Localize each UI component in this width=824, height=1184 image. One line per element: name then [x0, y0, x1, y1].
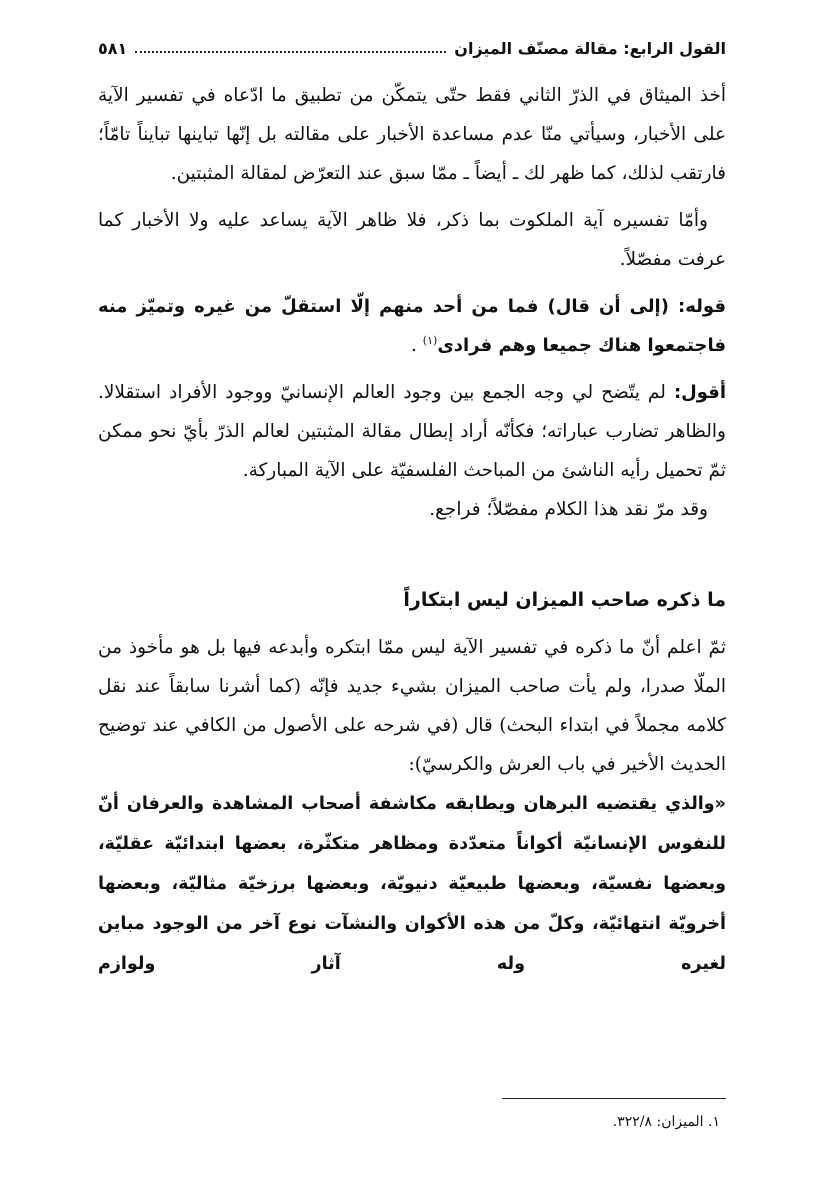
footnote-reference: (١) — [422, 333, 438, 347]
paragraph-5: وقد مرّ نقد هذا الكلام مفصّلاً؛ فراجع. — [429, 499, 708, 520]
paragraph-2: وأمّا تفسيره آية الملكوت بما ذكر، فلا ظاهر الآية يساعد عليه ولا الأخبار كما عرفت مفصّلاً. — [98, 210, 726, 270]
answer-lead: أقول: — [673, 382, 726, 403]
running-header — [98, 34, 726, 62]
paragraph-quoted-statement — [98, 287, 726, 365]
footnote-divider — [502, 1098, 726, 1099]
main-text — [98, 76, 726, 984]
block-quote: «والذي يقتضيه البرهان ويطابقه مكاشفة أصحاب المشاهدة والعرفان أنّ للنفوس الإنسانيّة أكواناً متعدّدة ومظاهر متكثّرة، بعضها ابتدائيّة عقليّة، وبعضها نفسيّة، وبعضها طبيعيّة دنيويّة، وبعضها برزخيّة مثاليّة، وبعضها أخرويّة انتهائيّة، وكلّ من هذه الأكوان والنشآت نوع آخر من الوجود مباين لغيره وله آثار ولوازم — [98, 794, 726, 974]
paragraph-1: أخذ الميثاق في الذرّ الثاني فقط حتّى يتمكّن من تطبيق ما ادّعاه في تفسير الآية على الأخبار، وسيأتي منّا عدم مساعدة الأخبار على مقالته بل إنّها تباينها تبايناً تامّاً؛ فارتقب لذلك، كما ظهر لك ـ أيضاً ـ ممّا سبق عند التعرّض لمقالة المثبتين. — [98, 85, 726, 184]
section-heading: ما ذكره صاحب الميزان ليس ابتكاراً — [403, 589, 726, 611]
section-paragraph: ثمّ اعلم أنّ ما ذكره في تفسير الآية ليس ممّا ابتكره وأبدعه فيها بل هو مأخوذ من الملّا صدرا، ولم يأت صاحب الميزان بشيء جديد فإنّه (كما أشرنا سابقاً عند نقل كلامه مجملاً في ابتداء البحث) قال (في شرحه على الأصول من الكافي عند توضيح الحديث الأخير في باب العرش والكرسيّ): — [98, 637, 726, 775]
quoted-statement-text: قوله: (إلى أن قال) فما من أحد منهم إلّا استقلّ من غيره وتميّز منه فاجتمعوا هناك جميعا وهم فرادى — [98, 296, 726, 356]
paragraph-answer — [98, 373, 726, 490]
header-title: القول الرابع: مقالة مصنّف الميزان — [454, 38, 726, 58]
footnote: ١. الميزان: ٣٢٢/٨. — [612, 1114, 720, 1130]
quoted-statement-end: . — [411, 335, 417, 356]
header-leader-dots — [135, 50, 446, 53]
page-number: ٥٨١ — [98, 38, 128, 58]
answer-text: لم يتّضح لي وجه الجمع بين وجود العالم الإنسانيّ ووجود الأفراد استقلالا. والظاهر تضارب عباراته؛ فكأنّه أراد إبطال مقالة المثبتين لعالم الذرّ بأيّ نحو ممكن ثمّ تحميل رأيه الناشئ من المباحث الفلسفيّة على الآية المباركة. — [98, 382, 726, 481]
